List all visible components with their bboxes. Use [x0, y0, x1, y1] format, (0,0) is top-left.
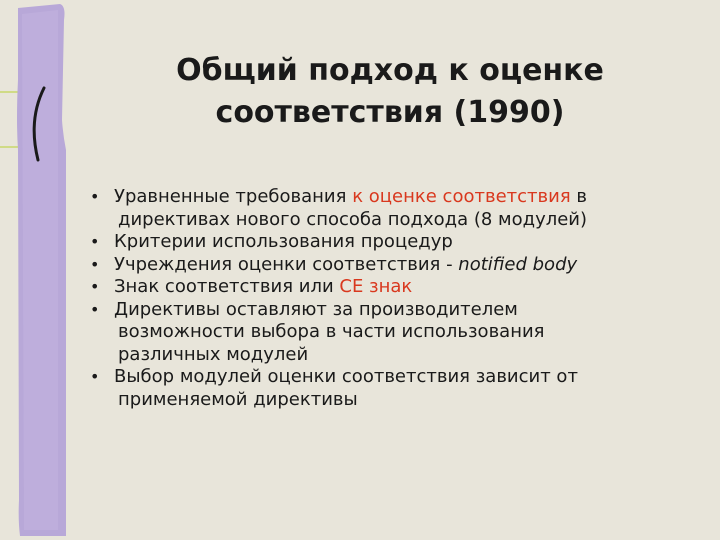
bullet-list	[88, 186, 688, 411]
bullet-5-line-2: возможности выбора в части использования	[118, 321, 545, 342]
bullet-1-text-b: в	[570, 186, 587, 207]
bullet-1-text-a: Уравненные требования	[114, 186, 353, 207]
bullet-2-text: Критерии использования процедур	[114, 231, 453, 252]
bullet-1-line-2: директивах нового способа подхода (8 модулей)	[118, 208, 588, 230]
bullet-item-5	[88, 299, 688, 367]
bullet-3-text: Учреждения оценки соответствия -	[114, 253, 459, 275]
bullet-5-line-1: Директивы оставляют за производителем	[114, 298, 518, 320]
bullet-dot: •	[90, 277, 100, 296]
bullet-dot: •	[90, 187, 100, 206]
bullet-dot: •	[90, 254, 100, 274]
bullet-item-6	[88, 366, 688, 411]
bullet-dot: •	[90, 232, 100, 251]
bullet-1-highlight: к оценке соответствия	[352, 186, 571, 207]
bullet-item-1	[88, 186, 688, 231]
bullet-4-highlight: CE знак	[339, 276, 413, 297]
slide-title	[110, 50, 670, 134]
bullet-6-line-2: применяемой директивы	[118, 388, 358, 410]
bullet-item-2	[88, 231, 688, 254]
bullet-6-line-1: Выбор модулей оценки соответствия зависит от	[114, 366, 578, 387]
bullet-item-3	[88, 254, 688, 277]
bullet-3-italic: notified body	[458, 253, 578, 275]
title-line-1: Общий подход к оценке	[176, 53, 604, 88]
bullet-dot: •	[90, 367, 100, 386]
bullet-dot: •	[90, 299, 100, 319]
bullet-item-4	[88, 276, 688, 299]
bullet-5-line-3: различных модулей	[118, 343, 309, 365]
title-line-2: соответствия (1990)	[215, 95, 565, 130]
bullet-4-text: Знак соответствия или	[114, 276, 340, 297]
